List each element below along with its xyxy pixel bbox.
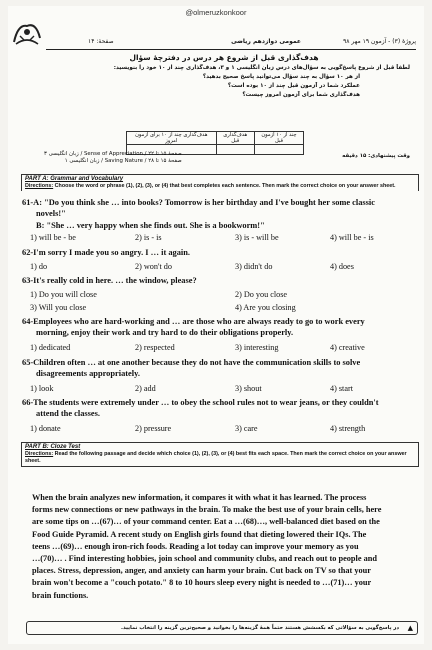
goal-line: لطفاً قبل از شروع پاسخ‌گویی به سؤال‌های درس زبان انگلیسی ۱ و ۳، هدف‌گذاری چند از ۱۰ خود را بنویسید: (113, 65, 410, 71)
lesson-range: صفحهٔ ۱۵ تا ۲۸ / Saving Nature / زبان انگلیسی ۱ (64, 158, 182, 164)
publisher-logo-icon (10, 16, 44, 50)
question-64-options (30, 343, 420, 354)
option[interactable]: 4) Are you closing (235, 303, 296, 312)
option[interactable]: 2) is - is (135, 233, 162, 242)
option[interactable]: 1) Do you will close (30, 290, 97, 299)
option[interactable]: 2) pressure (135, 424, 172, 433)
passage-line: teens …(69)… enough iron-rich foods. Reading a lot today can improve your memory as you (32, 541, 359, 551)
option[interactable]: 3) Will you close (30, 303, 87, 312)
part-a-header (21, 174, 419, 191)
option[interactable]: 4) strength (330, 424, 366, 433)
question-66-options (30, 424, 420, 435)
passage-line: brain functions. (32, 590, 89, 600)
directions-label: Directions: (25, 451, 54, 457)
passage-line: …(70)… . Find interesting hobbies, join school and community clubs, and reach out to people and (32, 554, 377, 564)
question-61-options (30, 233, 420, 244)
part-b-directions: Read the following passage and decide which choice (1), (2), (3), or (4) best fits each space. Then mark the correct choice on your answer sheet. (25, 451, 407, 464)
warning-triangle-icon: ▲ (407, 624, 413, 632)
part-b-title: PART B: Cloze Test (25, 444, 81, 450)
time-row (44, 151, 410, 165)
option[interactable]: 3) interesting (235, 343, 279, 352)
goal-title: هدف‌گذاری قبل از شروع هر درس در دفترچهٔ سؤال (129, 53, 319, 62)
goal-line: از هر ۱۰ سؤال به چند سؤال می‌توانید پاسخ صحیح بدهید؟ (202, 74, 360, 80)
question-62: 62-I'm sorry I made you so angry. I … it again. (22, 248, 190, 257)
option[interactable]: 1) look (30, 384, 54, 393)
passage-line: forms new connections or new pathways in the brain. To make the best use of your brain cells, here (32, 505, 382, 515)
option[interactable]: 2) add (135, 384, 156, 393)
note-text: در پاسخ‌گویی به سؤالاتی که بکسشش هستند حتماً همهٔ گزینه‌ها را بخوانید و صحیح‌ترین گزینه را انتخاب نمایید. (121, 625, 399, 631)
option[interactable]: 1) dedicated (30, 343, 71, 352)
page-number: صفحهٔ: ۱۴ (88, 38, 114, 45)
passage-line: places. Stress, depression, anger, and anxiety can harm your brain. Cut back on TV so that your (32, 566, 371, 576)
option[interactable]: 1) donate (30, 424, 61, 433)
directions-label: Directions: (25, 183, 54, 189)
question-63-options (30, 290, 420, 301)
project-label: پروژهٔ (۳) - آزمون ۱۹ مهر ۹۸ (343, 38, 416, 45)
part-b-header (21, 442, 419, 467)
lesson-range: صفحهٔ ۱۵ تا ۲۲ / Sense of Appreciation / زبان انگلیسی ۳ (44, 151, 182, 157)
option[interactable]: 3) didn't do (235, 262, 273, 271)
option[interactable]: 4) will be - is (330, 233, 374, 242)
option[interactable]: 2) respected (135, 343, 175, 352)
goal-table-header: چند از ۱۰ آزمون قبل (254, 132, 303, 145)
option[interactable]: 1) will be - be (30, 233, 76, 242)
option[interactable]: 3) is - will be (235, 233, 279, 242)
part-a-title: PART A: Grammar and Vocabulary (25, 176, 124, 182)
instruction-note (26, 621, 418, 635)
option[interactable]: 2) won't do (135, 262, 172, 271)
question-61: 61-A: "Do you think she … into books? Tomorrow is her birthday and I've bought her some classic novels!" B: "She … very happy when she finds out. She is a bookworm!" (22, 198, 375, 230)
question-65: 65-Children often … at one another because they do not have the communication skills to solve disagreements appropriately. (22, 358, 361, 378)
question-66: 66-The students were extremely under … to obey the school rules not to wear jeans, or they couldn't attend the classes. (22, 398, 379, 418)
passage-line: When the brain analyzes new information, it compares it with what it has learned. The process (32, 493, 367, 502)
option[interactable]: 1) do (30, 262, 48, 271)
exam-label: عمومی دوازدهم ریاضی (231, 38, 301, 45)
goal-table-header: هدف‌گذاری قبل (216, 132, 254, 145)
option[interactable]: 4) does (330, 262, 354, 271)
page-header (48, 36, 416, 48)
question-62-options (30, 262, 420, 273)
goal-line: عملکرد شما در آزمون قبل چند از ۱۰ بوده است؟ (227, 83, 360, 89)
option[interactable]: 2) Do you close (235, 290, 288, 299)
passage-line: Food Guide Pyramid. A recent study on English girls found that dieting lowered their IQs. The (32, 529, 367, 539)
header-divider (46, 49, 416, 50)
exam-page (8, 6, 424, 644)
option[interactable]: 3) shout (235, 384, 262, 393)
question-63: 63-It's really cold in here. … the window, please? (22, 276, 197, 285)
goal-section (38, 53, 410, 100)
goal-line: هدف‌گذاری شما برای آزمون امروز چیست؟ (242, 92, 360, 98)
option[interactable]: 4) creative (330, 343, 365, 352)
lesson-ranges (44, 151, 182, 165)
goal-table-header: هدف‌گذاری چند از ۱۰ برای آزمون امروز (127, 132, 217, 145)
part-a-directions: Choose the word or phrase (1), (2), (3), or (4) that best completes each sentence. Then mark the correct choice on your answer sheet. (53, 183, 396, 189)
question-64: 64-Employees who are hard-working and … are those who are always ready to go to work every morning, enjoy their work and try hard to do their obligations properly. (22, 317, 365, 337)
channel-handle: @olmeruzkonkoor (185, 8, 247, 17)
option[interactable]: 3) care (235, 424, 258, 433)
suggested-time: وقت پیشنهادی: ۱۵ دقیقه (342, 153, 410, 159)
option[interactable]: 4) start (330, 384, 353, 393)
question-65-options (30, 384, 420, 395)
question-63-options (30, 303, 420, 314)
passage-line: are some tips on …(67)… of your command center. Eat a …(68)…, well-balanced diet based on the (32, 517, 380, 527)
cloze-passage (32, 492, 416, 602)
passage-line: brain won't become a "couch potato." 8 to 10 hours sleep every night is needed to …(71)… your (32, 578, 372, 588)
